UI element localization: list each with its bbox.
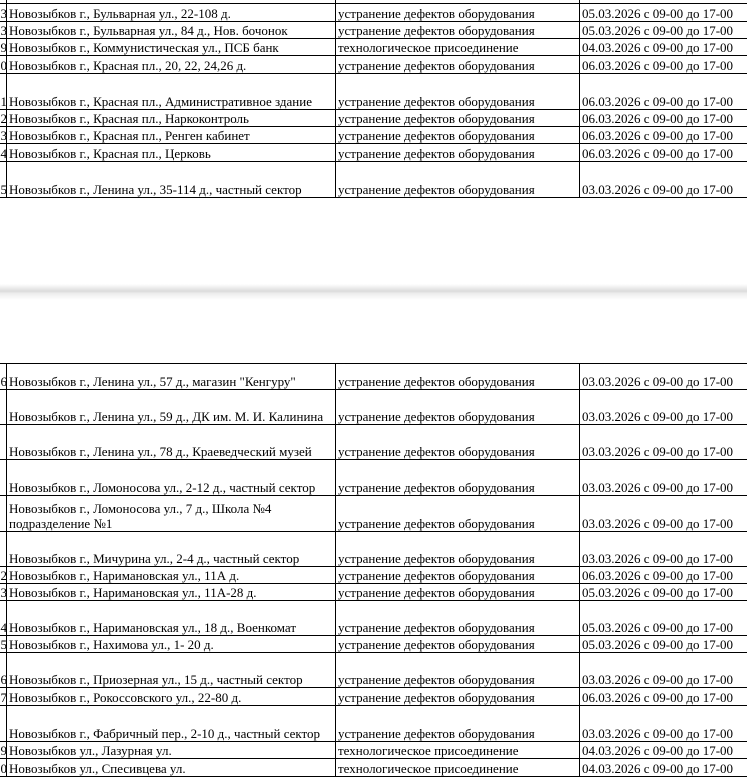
date-cell: 05.03.2026 с 09-00 до 17-00 <box>582 6 734 21</box>
work-type-cell: устранение дефектов оборудования <box>338 637 535 652</box>
date-cell: 06.03.2026 с 09-00 до 17-00 <box>582 568 734 583</box>
work-type-cell: устранение дефектов оборудования <box>338 551 535 566</box>
address-cell: Новозыбков г., Красная пл., Ренген кабинет <box>9 128 250 143</box>
table-row <box>0 495 747 532</box>
table-row <box>0 143 747 162</box>
address-cell: Новозыбков г., Наримановская ул., 11А д. <box>9 568 240 583</box>
row-number: 6 <box>0 374 7 389</box>
row-number: 0 <box>0 761 7 776</box>
table-row <box>0 109 747 127</box>
work-type-cell: устранение дефектов оборудования <box>338 726 535 741</box>
row-number: 7 <box>0 690 7 705</box>
date-cell: 03.03.2026 с 09-00 до 17-00 <box>582 516 734 531</box>
work-type-cell: устранение дефектов оборудования <box>338 568 535 583</box>
address-cell: Новозыбков г., Красная пл., 20, 22, 24,26 д. <box>9 58 247 73</box>
address-cell: Новозыбков г., Красная пл., Административное здание <box>9 94 312 109</box>
table-row <box>0 73 747 110</box>
address-cell: Новозыбков г., Бульварная ул., 22-108 д. <box>9 6 231 21</box>
address-cell: Новозыбков г., Мичурина ул., 2-4 д., частный сектор <box>9 551 300 566</box>
table-row <box>0 459 747 496</box>
date-cell: 03.03.2026 с 09-00 до 17-00 <box>582 551 734 566</box>
address-cell: Новозыбков г., Красная пл., Наркоконтроль <box>9 111 249 126</box>
table-row <box>0 531 747 567</box>
work-type-cell: технологическое присоединение <box>338 40 519 55</box>
row-number: 1 <box>0 94 7 109</box>
work-type-cell: устранение дефектов оборудования <box>338 516 535 531</box>
date-cell: 06.03.2026 с 09-00 до 17-00 <box>582 111 734 126</box>
table-row <box>0 424 747 460</box>
page-break <box>0 284 747 300</box>
address-cell: Новозыбков г., Ленина ул., 57 д., магазин "Кенгуру" <box>9 374 296 389</box>
date-cell: 03.03.2026 с 09-00 до 17-00 <box>582 672 734 687</box>
row-number: 3 <box>0 23 7 38</box>
date-cell: 05.03.2026 с 09-00 до 17-00 <box>582 23 734 38</box>
table-row <box>0 652 747 688</box>
row-number: 2 <box>0 111 7 126</box>
table-row <box>0 55 747 74</box>
work-type-cell: устранение дефектов оборудования <box>338 58 535 73</box>
row-number: 9 <box>0 40 7 55</box>
row-number: 5 <box>0 182 7 197</box>
table-row <box>0 687 747 706</box>
table-row <box>0 38 747 56</box>
date-cell: 06.03.2026 с 09-00 до 17-00 <box>582 58 734 73</box>
work-type-cell: устранение дефектов оборудования <box>338 146 535 161</box>
address-cell: Новозыбков г., Бульварная ул., 84 д., Нов. бочонок <box>9 23 288 38</box>
table-row <box>0 741 747 759</box>
row-number: 9 <box>0 743 7 758</box>
table-row <box>0 4 747 22</box>
table-row <box>0 21 747 39</box>
row-number: 4 <box>0 620 7 635</box>
table-row <box>0 363 747 390</box>
date-cell: 05.03.2026 с 09-00 до 17-00 <box>582 620 734 635</box>
work-type-cell: устранение дефектов оборудования <box>338 128 535 143</box>
work-type-cell: устранение дефектов оборудования <box>338 585 535 600</box>
row-number: 3 <box>0 128 7 143</box>
work-type-cell: устранение дефектов оборудования <box>338 620 535 635</box>
work-type-cell: устранение дефектов оборудования <box>338 409 535 424</box>
address-cell: Новозыбков ул., Спесивцева ул. <box>9 761 186 776</box>
table-row <box>0 758 747 777</box>
work-type-cell: технологическое присоединение <box>338 743 519 758</box>
row-number: 0 <box>0 58 7 73</box>
work-type-cell: устранение дефектов оборудования <box>338 6 535 21</box>
table-row <box>0 389 747 425</box>
date-cell: 03.03.2026 с 09-00 до 17-00 <box>582 480 734 495</box>
address-cell: Новозыбков ул., Лазурная ул. <box>9 743 172 758</box>
date-cell: 03.03.2026 с 09-00 до 17-00 <box>582 409 734 424</box>
address-cell: Новозыбков г., Наримановская ул., 18 д., Военкомат <box>9 620 297 635</box>
date-cell: 05.03.2026 с 09-00 до 17-00 <box>582 637 734 652</box>
date-cell: 04.03.2026 с 09-00 до 17-00 <box>582 40 734 55</box>
row-number: 3 <box>0 585 7 600</box>
date-cell: 06.03.2026 с 09-00 до 17-00 <box>582 146 734 161</box>
address-cell: Новозыбков г., Рокоссовского ул., 22-80 д. <box>9 690 242 705</box>
row-number: 3 <box>0 6 7 21</box>
address-cell: Новозыбков г., Ломоносова ул., 7 д., Школа №4 подразделение №1 <box>9 501 272 531</box>
work-type-cell: устранение дефектов оборудования <box>338 182 535 197</box>
address-cell: Новозыбков г., Приозерная ул., 15 д., частный сектор <box>9 672 303 687</box>
work-type-cell: устранение дефектов оборудования <box>338 444 535 459</box>
address-cell: Новозыбков г., Ломоносова ул., 2-12 д., частный сектор <box>9 480 316 495</box>
address-cell: Новозыбков г., Фабричный пер., 2-10 д., частный сектор <box>9 726 321 741</box>
table-row <box>0 126 747 144</box>
table-row <box>0 600 747 636</box>
table-row <box>0 583 747 601</box>
table-row <box>0 705 747 742</box>
work-type-cell: устранение дефектов оборудования <box>338 672 535 687</box>
address-cell: Новозыбков г., Ленина ул., 78 д., Краеведческий музей <box>9 444 312 459</box>
date-cell: 06.03.2026 с 09-00 до 17-00 <box>582 128 734 143</box>
table-row <box>0 635 747 653</box>
table-row <box>0 161 747 198</box>
date-cell: 06.03.2026 с 09-00 до 17-00 <box>582 94 734 109</box>
address-cell: Новозыбков г., Наримановская ул., 11А-28 д. <box>9 585 257 600</box>
date-cell: 04.03.2026 с 09-00 до 17-00 <box>582 761 734 776</box>
date-cell: 03.03.2026 с 09-00 до 17-00 <box>582 444 734 459</box>
date-cell: 03.03.2026 с 09-00 до 17-00 <box>582 182 734 197</box>
address-cell: Новозыбков г., Коммунистическая ул., ПСБ банк <box>9 40 279 55</box>
work-type-cell: устранение дефектов оборудования <box>338 111 535 126</box>
work-type-cell: устранение дефектов оборудования <box>338 374 535 389</box>
address-cell: Новозыбков г., Нахимова ул., 1- 20 д. <box>9 637 214 652</box>
address-cell: Новозыбков г., Ленина ул., 35-114 д., частный сектор <box>9 182 302 197</box>
table-row <box>0 566 747 584</box>
date-cell: 04.03.2026 с 09-00 до 17-00 <box>582 743 734 758</box>
work-type-cell: устранение дефектов оборудования <box>338 690 535 705</box>
work-type-cell: устранение дефектов оборудования <box>338 23 535 38</box>
date-cell: 05.03.2026 с 09-00 до 17-00 <box>582 585 734 600</box>
date-cell: 06.03.2026 с 09-00 до 17-00 <box>582 690 734 705</box>
date-cell: 03.03.2026 с 09-00 до 17-00 <box>582 374 734 389</box>
row-number: 4 <box>0 146 7 161</box>
address-cell: Новозыбков г., Ленина ул., 59 д., ДК им. М. И. Калинина <box>9 409 324 424</box>
row-number: 5 <box>0 637 7 652</box>
row-number: 6 <box>0 672 7 687</box>
work-type-cell: технологическое присоединение <box>338 761 519 776</box>
address-cell: Новозыбков г., Красная пл., Церковь <box>9 146 211 161</box>
work-type-cell: устранение дефектов оборудования <box>338 94 535 109</box>
work-type-cell: устранение дефектов оборудования <box>338 480 535 495</box>
row-number: 2 <box>0 568 7 583</box>
date-cell: 03.03.2026 с 09-00 до 17-00 <box>582 726 734 741</box>
